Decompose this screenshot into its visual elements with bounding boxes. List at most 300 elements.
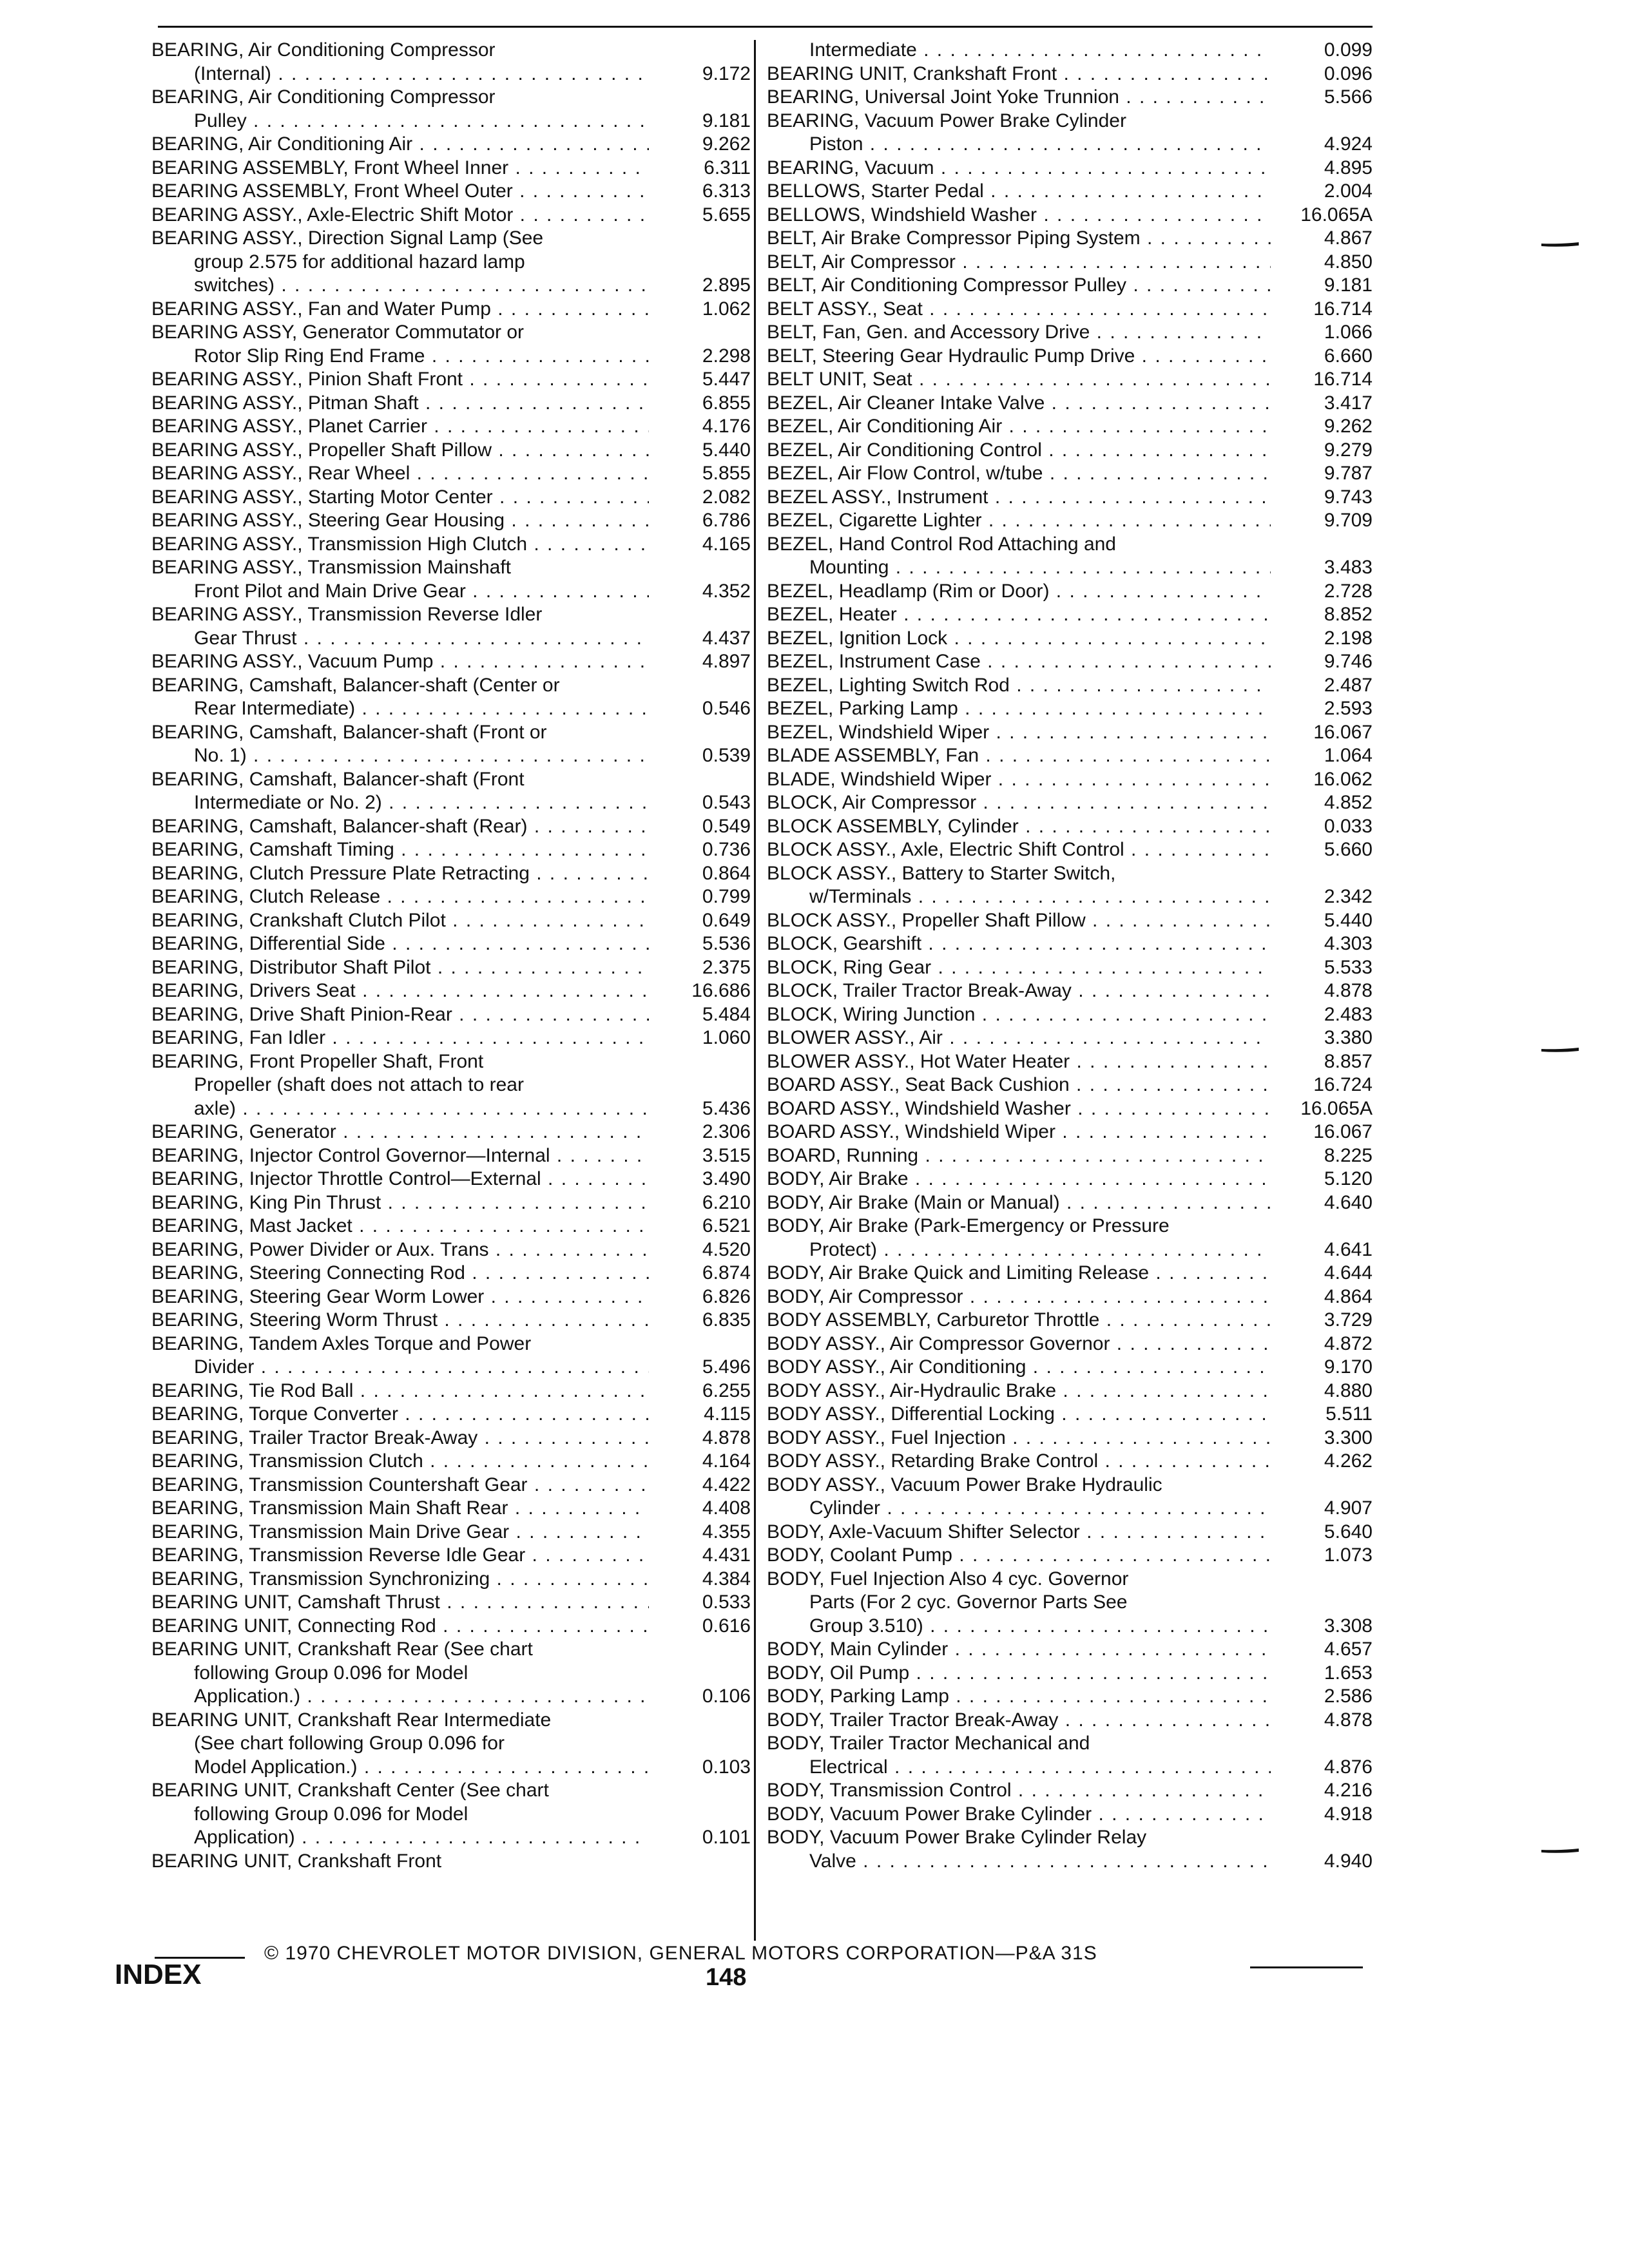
entry-text: [767, 1144, 1271, 1168]
index-column-right: [767, 39, 1373, 1873]
entry-line: BODY, Axle-Vacuum Shifter Selector . . .: [767, 1521, 1271, 1544]
entry-line: BODY, Coolant Pump . . .: [767, 1544, 1271, 1568]
group-number: 4.437: [702, 627, 751, 649]
entry-line: BEARING, Fan Idler . . .: [151, 1026, 649, 1050]
entry-text: [767, 251, 1271, 274]
group-number: 1.062: [702, 298, 751, 320]
group-number: 3.483: [1324, 557, 1373, 578]
entry-text: [151, 862, 649, 886]
entry-text: [767, 274, 1271, 298]
index-entry: [767, 1003, 1373, 1027]
group-number: 5.533: [1324, 956, 1373, 978]
entry-line: BEARING, Differential Side . . .: [151, 932, 649, 956]
entry-text: [767, 768, 1271, 792]
group-number: 0.101: [702, 1827, 751, 1848]
group-number: 4.355: [702, 1521, 751, 1542]
entry-text: [151, 298, 649, 322]
entry-line: BEZEL ASSY., Instrument . . .: [767, 486, 1271, 510]
group-number: 3.300: [1324, 1427, 1373, 1448]
entry-text: [151, 650, 649, 674]
group-number: 4.907: [1324, 1497, 1373, 1519]
entry-text: [767, 862, 1271, 909]
entry-text: [767, 650, 1271, 674]
group-number: 6.255: [702, 1379, 751, 1401]
group-number: 6.874: [702, 1262, 751, 1283]
group-number: 4.872: [1324, 1332, 1373, 1354]
column-divider: [754, 40, 756, 1941]
group-number: 6.826: [702, 1285, 751, 1307]
entry-line: BEARING ASSY., Steering Gear Housing . . .: [151, 509, 649, 533]
entry-text: [151, 204, 649, 227]
entry-line: BEARING, Steering Gear Worm Lower . . .: [151, 1285, 649, 1309]
index-entry: [151, 815, 751, 839]
index-entry: [151, 298, 751, 322]
entry-line: BEZEL, Air Cleaner Intake Valve . . .: [767, 392, 1271, 416]
entry-line: BEARING, Tie Rod Ball . . .: [151, 1379, 649, 1403]
entry-line: Parts (For 2 cyc. Governor Parts See: [809, 1591, 1128, 1613]
entry-text: [767, 627, 1271, 651]
group-number: 5.855: [702, 463, 751, 484]
entry-line: BEARING ASSEMBLY, Front Wheel Outer . . .: [151, 180, 649, 204]
entry-text: [151, 180, 649, 204]
entry-text: [151, 1144, 649, 1168]
entry-line: switches) . . .: [151, 274, 649, 298]
entry-line: BODY, Vacuum Power Brake Cylinder Relay: [767, 1827, 1147, 1848]
index-entry: [767, 1450, 1373, 1474]
group-number: 2.298: [702, 345, 751, 367]
entry-line: BEZEL, Air Conditioning Air . . .: [767, 415, 1271, 439]
index-entry: [151, 227, 751, 298]
entry-line: Valve . . .: [767, 1850, 1271, 1874]
group-number: 6.210: [702, 1191, 751, 1213]
group-number: 1.066: [1324, 322, 1373, 343]
index-entry: [151, 1026, 751, 1050]
group-number: 6.855: [702, 392, 751, 414]
index-entry: [151, 1379, 751, 1403]
group-number: 2.198: [1324, 627, 1373, 649]
entry-text: [767, 979, 1271, 1003]
group-number: 2.306: [702, 1121, 751, 1142]
entry-text: [767, 1262, 1271, 1285]
index-entry: [767, 204, 1373, 227]
entry-text: [767, 298, 1271, 322]
entry-line: BEZEL, Parking Lamp . . .: [767, 697, 1271, 721]
index-entry: [151, 439, 751, 463]
entry-line: BEARING, Transmission Synchronizing . . .: [151, 1568, 649, 1591]
entry-text: [767, 721, 1271, 745]
entry-line: Intermediate . . .: [767, 39, 1271, 62]
entry-text: [767, 1285, 1271, 1309]
entry-text: [151, 838, 649, 862]
group-number: 4.115: [704, 1403, 751, 1425]
index-entry: [767, 815, 1373, 839]
group-number: 4.878: [1324, 1709, 1373, 1731]
entry-line: BOARD ASSY., Windshield Washer . . .: [767, 1097, 1271, 1121]
entry-text: [151, 157, 649, 180]
group-number: 8.857: [1324, 1050, 1373, 1072]
entry-line: BEARING, Clutch Pressure Plate Retracting . . .: [151, 862, 649, 886]
index-entry: [151, 1497, 751, 1521]
index-entry: [767, 627, 1373, 651]
group-number: 9.172: [702, 62, 751, 84]
entry-text: [151, 1709, 649, 1780]
index-entry: [151, 885, 751, 909]
entry-text: [767, 157, 1271, 180]
entry-line: BLOCK, Wiring Junction . . .: [767, 1003, 1271, 1027]
entry-line: BEARING ASSY., Direction Signal Lamp (See: [151, 227, 544, 249]
index-entry: [151, 1003, 751, 1027]
index-entry: [151, 1568, 751, 1591]
entry-line: BEARING, Air Conditioning Air . . .: [151, 133, 649, 157]
index-entry: [151, 321, 751, 368]
group-number: 2.895: [702, 274, 751, 296]
index-entry: [767, 1144, 1373, 1168]
group-number: 8.852: [1324, 604, 1373, 625]
group-number: 0.099: [1324, 39, 1373, 61]
entry-line: BODY, Trailer Tractor Mechanical and: [767, 1733, 1090, 1754]
entry-text: [767, 674, 1271, 698]
entry-text: [767, 509, 1271, 533]
entry-text: [767, 1168, 1271, 1191]
group-number: 16.065A: [1300, 204, 1373, 226]
index-entry: [767, 1191, 1373, 1215]
group-number: 4.880: [1324, 1379, 1373, 1401]
index-entry: [767, 1544, 1373, 1568]
entry-line: BLOCK, Trailer Tractor Break-Away . . .: [767, 979, 1271, 1003]
footer-rule-right: [1250, 1966, 1363, 1968]
entry-text: [767, 392, 1271, 416]
entry-text: [151, 86, 649, 133]
entry-text: [151, 1497, 649, 1521]
group-number: 6.660: [1324, 345, 1373, 367]
group-number: 4.924: [1324, 133, 1373, 155]
index-entry: [767, 862, 1373, 909]
group-number: 2.004: [1324, 180, 1373, 202]
index-entry: [767, 274, 1373, 298]
entry-line: BEZEL, Heater . . .: [767, 603, 1271, 627]
entry-text: [767, 415, 1271, 439]
entry-line: BEARING ASSY, Generator Commutator or: [151, 322, 525, 343]
group-number: 2.082: [702, 486, 751, 508]
entry-text: [151, 368, 649, 392]
group-number: 4.165: [702, 533, 751, 555]
group-number: 16.065A: [1300, 1097, 1373, 1119]
entry-line: BODY ASSEMBLY, Carburetor Throttle . . .: [767, 1309, 1271, 1332]
entry-line: BEARING, Generator . . .: [151, 1120, 649, 1144]
entry-line: Model Application.) . . .: [151, 1756, 649, 1780]
entry-line: BEARING UNIT, Crankshaft Rear Intermediate: [151, 1709, 552, 1731]
group-number: 5.655: [702, 204, 751, 226]
entry-line: BODY, Air Brake . . .: [767, 1168, 1271, 1191]
entry-line: BEARING, Injector Control Governor—Internal . . .: [151, 1144, 649, 1168]
entry-text: [151, 1332, 649, 1379]
index-entry: [151, 368, 751, 392]
entry-text: [151, 603, 649, 650]
group-number: 2.593: [1324, 698, 1373, 719]
group-number: 4.408: [702, 1497, 751, 1519]
entry-text: [151, 1474, 649, 1497]
group-number: 5.536: [702, 933, 751, 954]
index-entry: [767, 180, 1373, 204]
entry-line: BODY, Vacuum Power Brake Cylinder . . .: [767, 1803, 1271, 1827]
entry-line: BEZEL, Instrument Case . . .: [767, 650, 1271, 674]
group-number: 0.736: [702, 839, 751, 860]
entry-line: BEZEL, Headlamp (Rim or Door) . . .: [767, 580, 1271, 604]
index-entry: [767, 1779, 1373, 1803]
entry-text: [151, 979, 649, 1003]
entry-text: [767, 1521, 1271, 1544]
group-number: 0.546: [702, 698, 751, 719]
entry-text: [767, 462, 1271, 486]
entry-text: [767, 744, 1271, 768]
group-number: 8.225: [1324, 1144, 1373, 1166]
entry-line: BLOCK ASSEMBLY, Cylinder . . .: [767, 815, 1271, 839]
index-entry: [767, 1356, 1373, 1379]
group-number: 2.728: [1324, 580, 1373, 602]
entry-text: [767, 1427, 1271, 1450]
index-entry: [151, 1309, 751, 1332]
index-entry: [767, 768, 1373, 792]
entry-line: BODY ASSY., Air Conditioning . . .: [767, 1356, 1271, 1379]
entry-text: [151, 768, 649, 815]
entry-line: BEARING, Vacuum Power Brake Cylinder: [767, 110, 1126, 131]
group-number: 1.073: [1324, 1544, 1373, 1566]
index-entry: [767, 791, 1373, 815]
entry-line: Mounting . . .: [767, 556, 1271, 580]
index-entry: [767, 580, 1373, 604]
entry-line: Group 3.510) . . .: [767, 1615, 1271, 1639]
group-number: 3.729: [1324, 1309, 1373, 1331]
index-entry: [151, 1521, 751, 1544]
entry-line: BOARD ASSY., Seat Back Cushion . . .: [767, 1073, 1271, 1097]
entry-text: [151, 1191, 649, 1215]
page-number: 148: [706, 1964, 747, 1991]
top-rule: [158, 26, 1373, 28]
entry-line: Rotor Slip Ring End Frame . . .: [151, 345, 649, 369]
entry-line: BEARING ASSY., Starting Motor Center . . .: [151, 486, 649, 510]
entry-text: [151, 1568, 649, 1591]
entry-text: [151, 533, 649, 557]
entry-line: BEARING UNIT, Crankshaft Center (See chart: [151, 1780, 549, 1801]
group-number: 9.262: [702, 133, 751, 155]
group-number: 16.714: [1313, 298, 1373, 320]
group-number: 0.033: [1324, 815, 1373, 837]
index-entry: [767, 1803, 1373, 1827]
index-entry: [767, 533, 1373, 580]
entry-line: Application) . . .: [151, 1826, 649, 1850]
entry-text: [151, 1285, 649, 1309]
index-entry: [151, 1709, 751, 1780]
entry-line: Divider . . .: [151, 1356, 649, 1379]
index-entry: [151, 180, 751, 204]
entry-line: BODY ASSY., Fuel Injection . . .: [767, 1427, 1271, 1450]
group-number: 4.431: [702, 1544, 751, 1566]
index-entry: [151, 1144, 751, 1168]
entry-text: [767, 1709, 1271, 1733]
index-entry: [151, 1262, 751, 1285]
index-entry: [767, 1120, 1373, 1144]
entry-text: [767, 39, 1271, 62]
group-number: 0.864: [702, 862, 751, 884]
group-number: 4.352: [702, 580, 751, 602]
entry-text: [151, 1427, 649, 1450]
entry-line: BELT, Air Compressor . . .: [767, 251, 1271, 274]
entry-line: BEARING, Camshaft, Balancer-shaft (Front: [151, 768, 525, 790]
group-number: 5.640: [1324, 1521, 1373, 1542]
entry-text: [767, 1568, 1271, 1639]
entry-text: [151, 1238, 649, 1262]
entry-text: [767, 345, 1271, 369]
group-number: 5.496: [702, 1356, 751, 1378]
index-entry: [767, 1427, 1373, 1450]
entry-line: Pulley . . .: [151, 110, 649, 133]
entry-text: [151, 486, 649, 510]
index-entry: [151, 39, 751, 86]
entry-line: BEARING UNIT, Crankshaft Front: [151, 1850, 442, 1872]
entry-text: [151, 1026, 649, 1050]
group-number: 4.867: [1324, 227, 1373, 249]
entry-line: (See chart following Group 0.096 for: [194, 1733, 505, 1754]
entry-text: [767, 1379, 1271, 1403]
entry-line: BODY, Trailer Tractor Break-Away . . .: [767, 1709, 1271, 1733]
entry-text: [151, 1638, 649, 1709]
entry-line: BEARING, Transmission Countershaft Gear . . .: [151, 1474, 649, 1497]
index-entry: [151, 486, 751, 510]
entry-text: [151, 1262, 649, 1285]
entry-text: [151, 956, 649, 980]
index-entry: [767, 932, 1373, 956]
index-entry: [767, 1521, 1373, 1544]
index-entry: [767, 650, 1373, 674]
entry-line: BODY ASSY., Vacuum Power Brake Hydraulic: [767, 1474, 1162, 1495]
group-number: 6.786: [702, 510, 751, 531]
group-number: 3.515: [702, 1144, 751, 1166]
entry-line: BODY, Main Cylinder . . .: [767, 1638, 1271, 1662]
margin-tick-mark: [1541, 242, 1579, 248]
entry-text: [151, 1544, 649, 1568]
entry-text: [151, 462, 649, 486]
group-number: 0.799: [702, 886, 751, 907]
entry-text: [151, 509, 649, 533]
entry-text: [767, 1803, 1271, 1827]
index-entry: [767, 1332, 1373, 1356]
entry-text: [151, 932, 649, 956]
index-entry: [767, 157, 1373, 180]
group-number: 4.644: [1324, 1262, 1373, 1283]
entry-line: BEARING, Drivers Seat . . .: [151, 979, 649, 1003]
index-entry: [767, 1285, 1373, 1309]
group-number: 4.216: [1324, 1780, 1373, 1801]
index-entry: [767, 321, 1373, 345]
entry-text: [767, 486, 1271, 510]
entry-text: [151, 415, 649, 439]
group-number: 0.096: [1324, 62, 1373, 84]
group-number: 4.164: [702, 1450, 751, 1472]
index-entry: [767, 1097, 1373, 1121]
entry-line: BOARD, Running . . .: [767, 1144, 1271, 1168]
entry-text: [767, 1332, 1271, 1356]
entry-line: BELT UNIT, Seat . . .: [767, 368, 1271, 392]
entry-line: BEARING, Universal Joint Yoke Trunnion . . .: [767, 86, 1271, 110]
index-entry: [767, 415, 1373, 439]
group-number: 5.436: [702, 1097, 751, 1119]
entry-line: BEARING, Transmission Clutch . . .: [151, 1450, 649, 1474]
group-number: 2.483: [1324, 1003, 1373, 1025]
entry-text: [767, 1003, 1271, 1027]
entry-line: Gear Thrust . . .: [151, 627, 649, 651]
index-entry: [767, 603, 1373, 627]
entry-text: [151, 1120, 649, 1144]
entry-line: Electrical . . .: [767, 1756, 1271, 1780]
entry-text: [767, 1662, 1271, 1686]
entry-line: following Group 0.096 for Model: [194, 1803, 468, 1825]
entry-line: BODY ASSY., Retarding Brake Control . . .: [767, 1450, 1271, 1474]
index-entry: [151, 1638, 751, 1709]
group-number: 0.549: [702, 815, 751, 837]
entry-line: BEZEL, Air Flow Control, w/tube . . .: [767, 462, 1271, 486]
group-number: 0.616: [702, 1615, 751, 1637]
group-number: 2.375: [702, 956, 751, 978]
index-entry: [767, 251, 1373, 274]
index-entry: [767, 1309, 1373, 1332]
index-entry: [151, 862, 751, 886]
entry-line: (Internal) . . .: [151, 62, 649, 86]
entry-line: BEARING UNIT, Connecting Rod . . .: [151, 1615, 649, 1639]
entry-line: BEARING, Front Propeller Shaft, Front: [151, 1050, 484, 1072]
entry-line: BLADE ASSEMBLY, Fan . . .: [767, 744, 1271, 768]
entry-line: Intermediate or No. 2) . . .: [151, 791, 649, 815]
entry-text: [767, 1732, 1271, 1779]
entry-text: [767, 1544, 1271, 1568]
index-entry: [767, 486, 1373, 510]
entry-line: BLOCK, Ring Gear . . .: [767, 956, 1271, 980]
group-number: 4.878: [1324, 980, 1373, 1001]
entry-text: [767, 368, 1271, 392]
entry-line: axle) . . .: [151, 1097, 649, 1121]
entry-text: [151, 1379, 649, 1403]
index-entry: [767, 909, 1373, 933]
entry-line: BEARING, Mast Jacket . . .: [151, 1215, 649, 1238]
group-number: 4.384: [702, 1568, 751, 1590]
entry-line: BEARING ASSY., Pitman Shaft . . .: [151, 392, 649, 416]
group-number: 5.484: [702, 1003, 751, 1025]
entry-line: BLOCK, Gearshift . . .: [767, 932, 1271, 956]
index-entry: [151, 1403, 751, 1427]
index-entry: [767, 1403, 1373, 1427]
entry-text: [151, 1003, 649, 1027]
entry-line: BLADE, Windshield Wiper . . .: [767, 768, 1271, 792]
entry-line: Rear Intermediate) . . .: [151, 697, 649, 721]
group-number: 1.060: [702, 1027, 751, 1048]
group-number: 0.103: [702, 1756, 751, 1778]
index-entry: [151, 533, 751, 557]
entry-text: [151, 439, 649, 463]
index-entry: [767, 227, 1373, 251]
entry-text: [767, 1779, 1271, 1803]
index-entry: [767, 462, 1373, 486]
group-number: 16.724: [1313, 1074, 1373, 1095]
index-entry: [767, 1379, 1373, 1403]
entry-line: BEARING, Clutch Release . . .: [151, 885, 649, 909]
entry-line: BEARING, Trailer Tractor Break-Away . . .: [151, 1427, 649, 1450]
entry-line: BEARING ASSY., Axle-Electric Shift Motor . . .: [151, 204, 649, 227]
entry-line: BEARING ASSY., Vacuum Pump . . .: [151, 650, 649, 674]
entry-line: Protect) . . .: [767, 1238, 1271, 1262]
group-number: 5.660: [1324, 839, 1373, 860]
entry-line: BEARING ASSY., Rear Wheel . . .: [151, 462, 649, 486]
entry-text: [151, 1615, 649, 1639]
entry-line: BEARING, Camshaft, Balancer-shaft (Rear) . . .: [151, 815, 649, 839]
